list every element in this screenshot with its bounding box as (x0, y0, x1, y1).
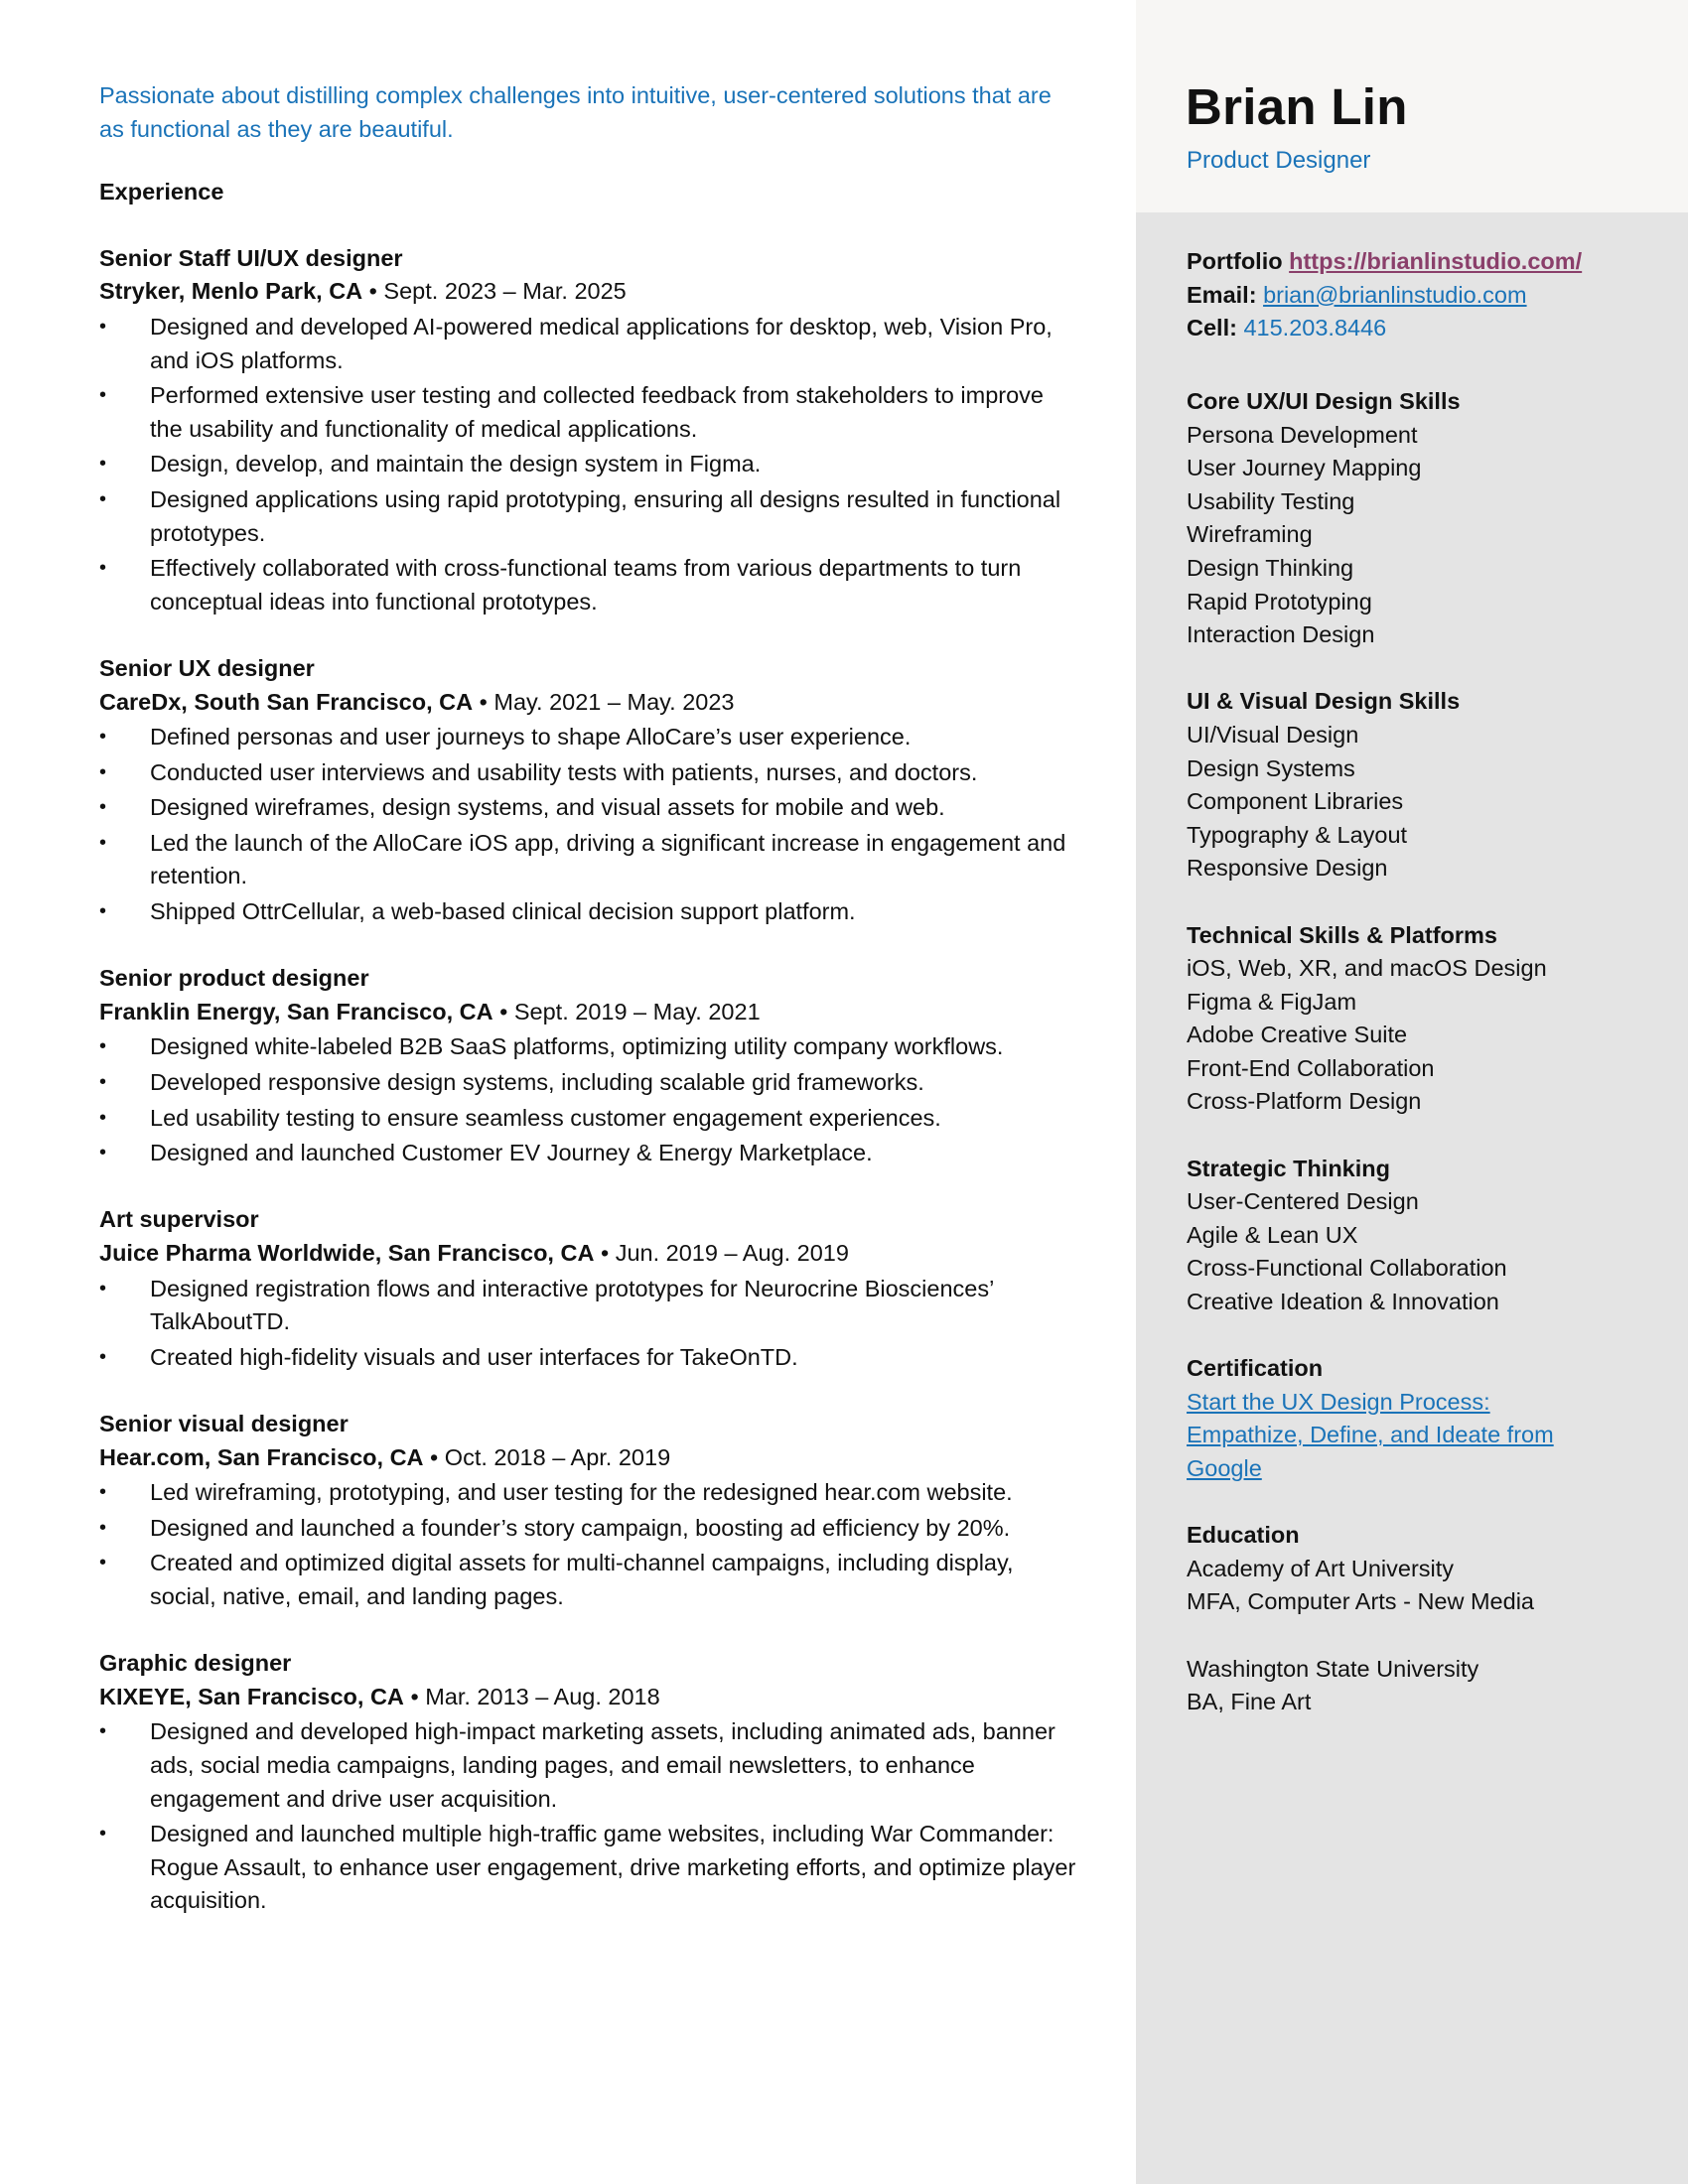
job-bullet (99, 1715, 1082, 1816)
job-company-line (99, 1441, 1082, 1475)
bullet-icon: • (99, 831, 107, 854)
job-bullet-text: Designed and developed AI-powered medical applications for desktop, web, Vision Pro, and iOS platforms. (150, 313, 1053, 373)
job-dates: • Oct. 2018 – Apr. 2019 (430, 1443, 671, 1470)
job-dates: • Sept. 2019 – May. 2021 (499, 998, 761, 1024)
job-entry (99, 1647, 1082, 1918)
bullet-icon: • (99, 1481, 107, 1504)
skill-item: Component Libraries (1187, 788, 1404, 815)
skill-section (1187, 385, 1663, 652)
job-entry (99, 242, 1082, 619)
job-bullet-list (99, 1273, 1082, 1375)
job-bullet-text: Conducted user interviews and usability tests with patients, nurses, and doctors. (150, 758, 978, 785)
school-degree: MFA, Computer Arts - New Media (1187, 1588, 1534, 1615)
job-bullet (99, 895, 1082, 929)
job-bullet (99, 1102, 1082, 1136)
bullet-icon: • (99, 1720, 107, 1743)
skill-item: Creative Ideation & Innovation (1187, 1289, 1499, 1315)
skill-section-heading: Strategic Thinking (1187, 1155, 1390, 1181)
job-entry (99, 1408, 1082, 1614)
candidate-role: Product Designer (1187, 147, 1371, 174)
job-bullet-text: Designed registration flows and interactive prototypes for Neurocrine Biosciences’ TalkAboutTD. (150, 1275, 994, 1335)
job-bullet (99, 1476, 1082, 1510)
school-degree: BA, Fine Art (1187, 1689, 1312, 1715)
bullet-icon: • (99, 315, 107, 338)
bullet-icon: • (99, 1823, 107, 1845)
school-name: Academy of Art University (1187, 1555, 1455, 1581)
skill-item: Responsive Design (1187, 855, 1388, 882)
job-title: Senior product designer (99, 965, 369, 992)
job-bullet (99, 1066, 1082, 1100)
job-bullet-text: Created and optimized digital assets for multi-channel campaigns, including display, social, native, email, and landing pages. (150, 1550, 1014, 1609)
job-bullet-text: Designed and launched multiple high-traffic game websites, including War Commander: Rogue Assault, to enhance user engagement, drive marketing efforts, and optimize player acquisition. (150, 1821, 1076, 1914)
job-dates: • Mar. 2013 – Aug. 2018 (410, 1683, 660, 1709)
skill-item: Interaction Design (1187, 621, 1375, 648)
skill-section (1187, 919, 1663, 1120)
skill-item: User Journey Mapping (1187, 455, 1422, 481)
job-entry (99, 962, 1082, 1170)
job-bullet-text: Designed wireframes, design systems, and visual assets for mobile and web. (150, 794, 945, 821)
skill-item: Persona Development (1187, 421, 1418, 448)
job-bullet-text: Led usability testing to ensure seamless customer engagement experiences. (150, 1104, 941, 1131)
job-bullet (99, 1512, 1082, 1546)
job-company-line (99, 275, 1082, 309)
job-title: Art supervisor (99, 1206, 259, 1233)
skill-item: Wireframing (1187, 521, 1313, 548)
header-panel (1136, 0, 1688, 212)
bullet-icon: • (99, 760, 107, 783)
job-bullet-text: Design, develop, and maintain the design system in Figma. (150, 451, 762, 478)
bullet-icon: • (99, 1552, 107, 1574)
job-bullet (99, 1818, 1082, 1918)
bullet-icon: • (99, 487, 107, 510)
job-bullet (99, 1273, 1082, 1339)
bullet-icon: • (99, 1142, 107, 1164)
skill-section-heading: UI & Visual Design Skills (1187, 688, 1461, 715)
job-bullet-list (99, 311, 1082, 618)
job-entry (99, 1203, 1082, 1374)
skill-item: Rapid Prototyping (1187, 588, 1372, 614)
skill-item: iOS, Web, XR, and macOS Design (1187, 955, 1547, 982)
job-bullet (99, 756, 1082, 790)
job-dates: • Jun. 2019 – Aug. 2019 (600, 1240, 849, 1266)
job-bullet (99, 448, 1082, 481)
cell-label: Cell: (1187, 315, 1237, 341)
email-row (1187, 279, 1663, 313)
job-bullet (99, 827, 1082, 893)
certification-link-line[interactable]: Empathize, Define, and Ideate from (1187, 1422, 1554, 1448)
bullet-icon: • (99, 1071, 107, 1094)
bullet-icon: • (99, 900, 107, 923)
job-bullet-text: Shipped OttrCellular, a web-based clinical decision support platform. (150, 898, 856, 925)
bullet-icon: • (99, 557, 107, 580)
job-bullet-text: Led wireframing, prototyping, and user testing for the redesigned hear.com website. (150, 1479, 1013, 1506)
job-bullet-text: Designed and launched a founder’s story campaign, boosting ad efficiency by 20%. (150, 1514, 1011, 1541)
job-dates: • May. 2021 – May. 2023 (479, 688, 735, 715)
job-bullet-list (99, 1715, 1082, 1918)
job-company: Franklin Energy, San Francisco, CA (99, 998, 493, 1024)
bullet-icon: • (99, 1277, 107, 1299)
skill-section-heading: Technical Skills & Platforms (1187, 921, 1498, 948)
experience-heading: Experience (99, 179, 224, 205)
job-company: Juice Pharma Worldwide, San Francisco, CA (99, 1240, 595, 1266)
bullet-icon: • (99, 1106, 107, 1129)
job-bullet-text: Defined personas and user journeys to shape AlloCare’s user experience. (150, 724, 912, 751)
skill-item: Typography & Layout (1187, 821, 1408, 848)
education-heading: Education (1187, 1522, 1300, 1549)
certification-section (1187, 1352, 1663, 1485)
bullet-icon: • (99, 796, 107, 819)
skill-item: Adobe Creative Suite (1187, 1022, 1408, 1048)
sidebar (1136, 0, 1688, 2184)
job-bullet-text: Created high-fidelity visuals and user interfaces for TakeOnTD. (150, 1343, 798, 1370)
job-bullet-list (99, 1476, 1082, 1613)
bullet-icon: • (99, 1345, 107, 1368)
job-company-line (99, 996, 1082, 1029)
job-company: CareDx, South San Francisco, CA (99, 688, 474, 715)
job-dates: • Sept. 2023 – Mar. 2025 (368, 278, 627, 305)
job-company: Hear.com, San Francisco, CA (99, 1443, 424, 1470)
certification-heading: Certification (1187, 1355, 1324, 1382)
skill-item: Cross-Functional Collaboration (1187, 1255, 1507, 1282)
job-bullet-text: Designed applications using rapid prototyping, ensuring all designs resulted in functional prototypes. (150, 485, 1061, 546)
school-name: Washington State University (1187, 1655, 1479, 1682)
job-bullet-text: Effectively collaborated with cross-functional teams from various departments to turn conceptual ideas into functional prototypes. (150, 555, 1022, 614)
skill-item: Agile & Lean UX (1187, 1221, 1358, 1248)
job-company-line (99, 1681, 1082, 1714)
bullet-icon: • (99, 1035, 107, 1058)
job-bullet-list (99, 1030, 1082, 1169)
tagline: Passionate about distilling complex challenges into intuitive, user-centered solutions that are as functional as they are beautiful. (99, 82, 1052, 142)
skill-item: Front-End Collaboration (1187, 1054, 1435, 1081)
job-bullet (99, 1137, 1082, 1170)
job-bullet-text: Developed responsive design systems, including scalable grid frameworks. (150, 1069, 924, 1096)
job-company: KIXEYE, San Francisco, CA (99, 1683, 404, 1709)
skill-section-heading: Core UX/UI Design Skills (1187, 388, 1461, 414)
job-bullet-list (99, 721, 1082, 929)
bullet-icon: • (99, 453, 107, 476)
main-column (99, 79, 1082, 1951)
job-bullet (99, 552, 1082, 618)
job-company-line (99, 686, 1082, 720)
job-bullet-text: Designed white-labeled B2B SaaS platforms, optimizing utility company workflows. (150, 1033, 1004, 1060)
certification-link-line[interactable]: Start the UX Design Process: (1187, 1388, 1490, 1415)
candidate-name: Brian Lin (1186, 78, 1408, 135)
portfolio-label: Portfolio (1187, 248, 1283, 274)
job-bullet (99, 379, 1082, 446)
sidebar-sections (1187, 385, 1663, 1752)
bullet-icon: • (99, 726, 107, 749)
skill-item: Design Systems (1187, 754, 1355, 781)
job-company-line (99, 1237, 1082, 1271)
job-bullet (99, 721, 1082, 754)
email-label: Email: (1187, 281, 1257, 308)
job-bullet (99, 1341, 1082, 1375)
job-title: Senior visual designer (99, 1410, 349, 1436)
job-bullet (99, 1030, 1082, 1064)
skill-item: Figma & FigJam (1187, 988, 1357, 1015)
skill-section (1187, 685, 1663, 886)
job-bullet (99, 791, 1082, 825)
cell-row (1187, 312, 1663, 345)
job-bullet-text: Performed extensive user testing and collected feedback from stakeholders to improve the usability and functionality of medical applications. (150, 382, 1044, 442)
skill-item: User-Centered Design (1187, 1188, 1419, 1215)
cell-number[interactable]: 415.203.8446 (1243, 315, 1387, 341)
skill-item: UI/Visual Design (1187, 721, 1359, 748)
bullet-icon: • (99, 1516, 107, 1539)
job-company: Stryker, Menlo Park, CA (99, 278, 363, 305)
certification-link-line[interactable]: Google (1187, 1455, 1262, 1481)
job-bullet-text: Designed and developed high-impact marketing assets, including animated ads, banner ads, social media campaigns, landing pages, and email newsletters, to enhance engagement and drive user acquisition. (150, 1718, 1055, 1812)
job-bullet-text: Led the launch of the AlloCare iOS app, driving a significant increase in engagement and retention. (150, 829, 1066, 889)
bullet-icon: • (99, 384, 107, 407)
portfolio-row (1187, 245, 1663, 279)
job-title: Senior Staff UI/UX designer (99, 244, 403, 271)
job-title: Senior UX designer (99, 654, 315, 681)
skill-item: Design Thinking (1187, 554, 1354, 581)
email-link[interactable]: brian@brianlinstudio.com (1263, 281, 1527, 308)
job-title: Graphic designer (99, 1650, 292, 1677)
portfolio-link[interactable]: https://brianlinstudio.com/ (1289, 248, 1583, 274)
job-list (99, 242, 1082, 1918)
skill-item: Usability Testing (1187, 487, 1355, 514)
contact-block (1187, 245, 1663, 345)
skill-section (1187, 1153, 1663, 1319)
skill-item: Cross-Platform Design (1187, 1088, 1422, 1115)
job-bullet (99, 311, 1082, 377)
job-bullet (99, 483, 1082, 550)
job-entry (99, 652, 1082, 929)
job-bullet (99, 1547, 1082, 1613)
job-bullet-text: Designed and launched Customer EV Journey & Energy Marketplace. (150, 1140, 873, 1166)
education-section (1187, 1519, 1663, 1719)
